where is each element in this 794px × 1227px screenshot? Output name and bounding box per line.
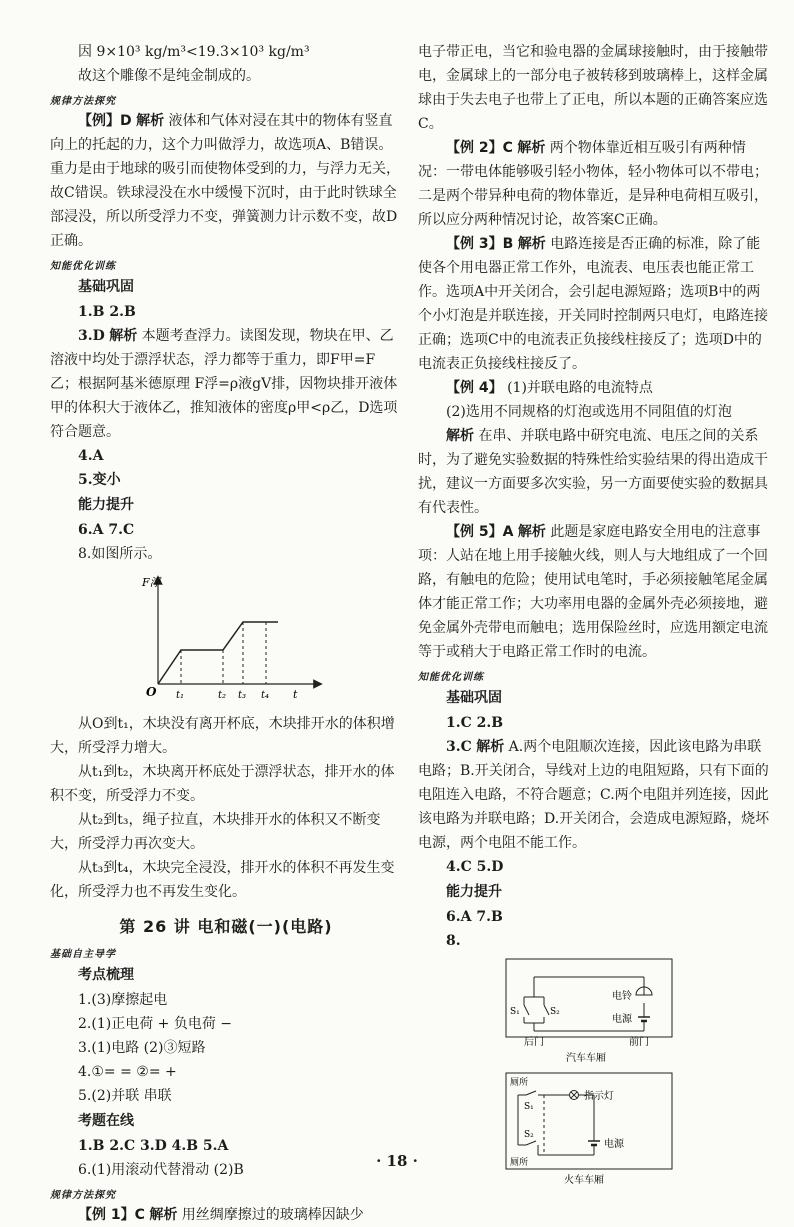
tick-label-t2: t₂ (218, 690, 227, 701)
example-2 (418, 136, 772, 232)
answer-line (418, 711, 772, 735)
tick-label-t1: t₁ (176, 690, 185, 701)
switch-s2-icon (526, 1141, 536, 1145)
lamp-label: 指示灯 (584, 1091, 614, 1102)
buoyancy-curve (158, 622, 278, 684)
section-heading: 规律方法探究 (50, 96, 116, 107)
switch-s2-label: S₂ (550, 1007, 560, 1017)
answer-text: 6.A 7.B (446, 909, 503, 925)
example-5-body: 此题是家庭电路安全用电的注意事项：人站在地上用手接触火线，则人与大地组成了一个回路，有触电的危险；使用试电笔时，手必须接触笔尾金属体才能正常工作；大功率用电器的金属外壳必须接地，避免金属外壳带电而触电；选用保险丝时，应选用额定电流等于或稍大于电路正常工作时的电流。 (418, 524, 768, 660)
subsection-heading: 能力提升 (446, 884, 502, 900)
example-tag: 【例 5】A (446, 524, 514, 540)
page-number: · 18 · (376, 1152, 418, 1170)
example-1-body: 用丝绸摩擦过的玻璃棒因缺少 (181, 1207, 364, 1223)
source-label: 电源 (612, 1014, 632, 1025)
subsection-heading: 考题在线 (78, 1113, 134, 1129)
tick-label-t3: t₃ (238, 690, 247, 701)
lecture-title: 第 26 讲 电和磁(一)(电路) (119, 917, 333, 936)
section-heading: 知能优化训练 (50, 261, 116, 272)
answer-3 (50, 324, 402, 444)
example-4 (418, 376, 772, 400)
analysis-label: 解析 (446, 428, 474, 444)
answer-line (50, 518, 402, 542)
example-body: 液体和气体对浸在其中的物体有竖直向上的托起的力，这个力叫做浮力，故选项A、B错误。重力是由于地球的吸引而使物体受到的力，与浮力无关，故C错误。铁球浸没在水中缓慢下沉时，由于此时铁球全部浸没，所以所受浮力不变，弹簧测力计示数不变，故D正确。 (50, 113, 400, 249)
explain-para: 从t₃到t₄，木块完全浸没，排开水的体积不再发生变化，所受浮力也不再发生变化。 (50, 860, 395, 900)
example-4-b: (2)选用不同规格的灯泡或选用不同阻值的灯泡 (446, 404, 732, 420)
example-tag: 【例 1】C (78, 1207, 145, 1223)
subsection-heading: 能力提升 (78, 497, 134, 513)
key-point: 5.(2)并联 串联 (78, 1088, 172, 1104)
analysis-label: 解析 (517, 140, 546, 156)
answer-line (418, 929, 772, 953)
section-heading: 基础自主导学 (50, 949, 116, 960)
section-heading: 知能优化训练 (418, 672, 484, 683)
back-door-label: 后门 (524, 1037, 544, 1048)
toilet-label: 厕所 (510, 1078, 529, 1088)
answer-3 (418, 735, 772, 855)
answer-line (50, 300, 402, 324)
toilet-label: 厕所 (510, 1158, 529, 1168)
caption: 火车车厢 (564, 1175, 604, 1186)
explain-para: 从t₂到t₃，绳子拉直，木块排开水的体积又不断变大，所受浮力再次变大。 (50, 812, 381, 852)
switch-s2-label: S₂ (524, 1130, 534, 1140)
answer-text: 6.A 7.C (78, 522, 135, 538)
analysis-label: 解析 (517, 236, 546, 252)
y-axis-label: F浮 (142, 576, 161, 589)
car-circuit-svg (504, 957, 674, 1065)
switch-s1-label: S₁ (524, 1102, 534, 1112)
answer-3-body: 本题考查浮力。读图发现，物块在甲、乙溶液中均处于漂浮状态，浮力都等于重力，即F甲=F乙；根据阿基米德原理 F浮=ρ液gV排，因物块排开液体甲的体积大于液体乙，推知液体的密度ρ甲<ρ乙，D选项符合题意。 (50, 328, 398, 440)
key-point: 4.①= = ②= + (78, 1064, 177, 1080)
answer-text: 8. (446, 933, 461, 949)
right-column (418, 40, 772, 1191)
answer-line (418, 905, 772, 929)
origin-label: O (146, 685, 157, 699)
answer-line (418, 855, 772, 879)
buoyancy-graph (50, 572, 402, 706)
answer-line (50, 468, 402, 492)
left-column (50, 40, 402, 1227)
answer-text: 1.B 2.C 3.D 4.B 5.A (78, 1138, 229, 1154)
switch-s2-icon (544, 1005, 549, 1015)
answer-text: 4.A (78, 448, 104, 464)
section-heading: 规律方法探究 (50, 1190, 116, 1201)
analysis-label: 解析 (149, 1207, 178, 1223)
example-4-a: (1)并联电路的电流特点 (507, 380, 653, 396)
subsection-heading: 基础巩固 (78, 279, 134, 295)
answer-line (50, 444, 402, 468)
key-point: 3.(1)电路 (2)③短路 (78, 1040, 206, 1056)
example-1 (50, 1203, 402, 1227)
subsection-heading: 考点梳理 (78, 967, 134, 983)
answer-text: 1.B 2.B (78, 304, 136, 320)
example-5 (418, 520, 772, 664)
switch-s1-icon (524, 1005, 529, 1015)
example-answer (50, 109, 402, 253)
switch-s1-icon (526, 1091, 536, 1095)
answer-3-head: 3.D (78, 328, 105, 344)
analysis-label: 解析 (109, 328, 138, 344)
train-circuit-figure (504, 1071, 772, 1191)
density-compare: 因 9×10³ kg/m³<19.3×10³ kg/m³ (78, 44, 310, 60)
answer-text: 4.C 5.D (446, 859, 504, 875)
example-3 (418, 232, 772, 376)
conclusion-line: 故这个雕像不是纯金制成的。 (78, 68, 260, 84)
car-frame (506, 959, 672, 1037)
caption: 汽车车厢 (566, 1053, 606, 1064)
bell-label: 电铃 (612, 991, 632, 1002)
source-label: 电源 (604, 1139, 624, 1150)
explain-para: 从O到t₁，木块没有离开杯底，木块排开水的体积增大，所受浮力增大。 (50, 716, 395, 756)
switch-s1-label: S₁ (510, 1007, 520, 1017)
car-circuit-figure (504, 957, 772, 1069)
answer-line: 6.(1)用滚动代替滑动 (2)B (78, 1162, 244, 1178)
example-4-body: 在串、并联电路中研究电流、电压之间的关系时，为了避免实验数据的特殊性给实验结果的得出造成干扰，建议一方面要多次实验，另一方面要使实验的数据具有代表性。 (418, 428, 768, 516)
answer-text: 1.C 2.B (446, 715, 504, 731)
example-tag: 【例 4】 (446, 380, 503, 396)
answer-3-body: A.两个电阻顺次连接，因此该电路为串联电路；B.开关闭合，导线对上边的电阻短路，只有下面的电阻连入电路，不符合题意；C.两个电阻并列连接，因此该电路为并联电路；D.开关闭合，会造成电源短路，烧坏电源，两个电阻不能工作。 (418, 739, 770, 851)
answer-text: 5.变小 (78, 472, 121, 488)
key-point: 1.(3)摩擦起电 (78, 992, 168, 1008)
buoyancy-graph-svg (138, 572, 328, 702)
example-1-cont: 电子带正电，当它和验电器的金属球接触时，由于接触带电，金属球上的一部分电子被转移到玻璃棒上，这样金属球由于失去电子也带上了正电，所以本题的正确答案应选C。 (418, 44, 768, 132)
answer-text: 8.如图所示。 (78, 546, 162, 562)
answer-line (50, 542, 402, 566)
example-3-body: 电路连接是否正确的标准，除了能使各个用电器正常工作外，电流表、电压表也能正常工作。选项A中开关闭合，会引起电源短路；选项B中的两个小灯泡是并联连接，开关同时控制两只电灯，电路连接正确；选项C中的电流表正负接线柱接反了；选项D中的电流表正负接线柱接反了。 (418, 236, 768, 372)
x-axis-label: t (293, 688, 298, 701)
example-tag: 【例 3】B (446, 236, 514, 252)
example-tag: 【例】D (78, 113, 132, 129)
analysis-label: 解析 (136, 113, 165, 129)
front-door-label: 前门 (629, 1037, 649, 1048)
tick-label-t4: t₄ (261, 690, 270, 701)
key-point: 2.(1)正电荷 + 负电荷 − (78, 1016, 232, 1032)
analysis-label: 解析 (517, 524, 546, 540)
answer-3-head: 3.C (446, 739, 472, 755)
subsection-heading: 基础巩固 (446, 690, 502, 706)
example-4-analysis (418, 424, 772, 520)
analysis-label: 解析 (476, 739, 505, 755)
example-tag: 【例 2】C (446, 140, 513, 156)
example-2-body: 两个物体靠近相互吸引有两种情况：一带电体能够吸引轻小物体，轻小物体可以不带电；二是两个带异种电荷的物体靠近，是异种电荷相互吸引，所以应分两种情况讨论，故答案C正确。 (418, 140, 768, 228)
explain-para: 从t₁到t₂，木块离开杯底处于漂浮状态，排开水的体积不变，所受浮力不变。 (50, 764, 395, 804)
